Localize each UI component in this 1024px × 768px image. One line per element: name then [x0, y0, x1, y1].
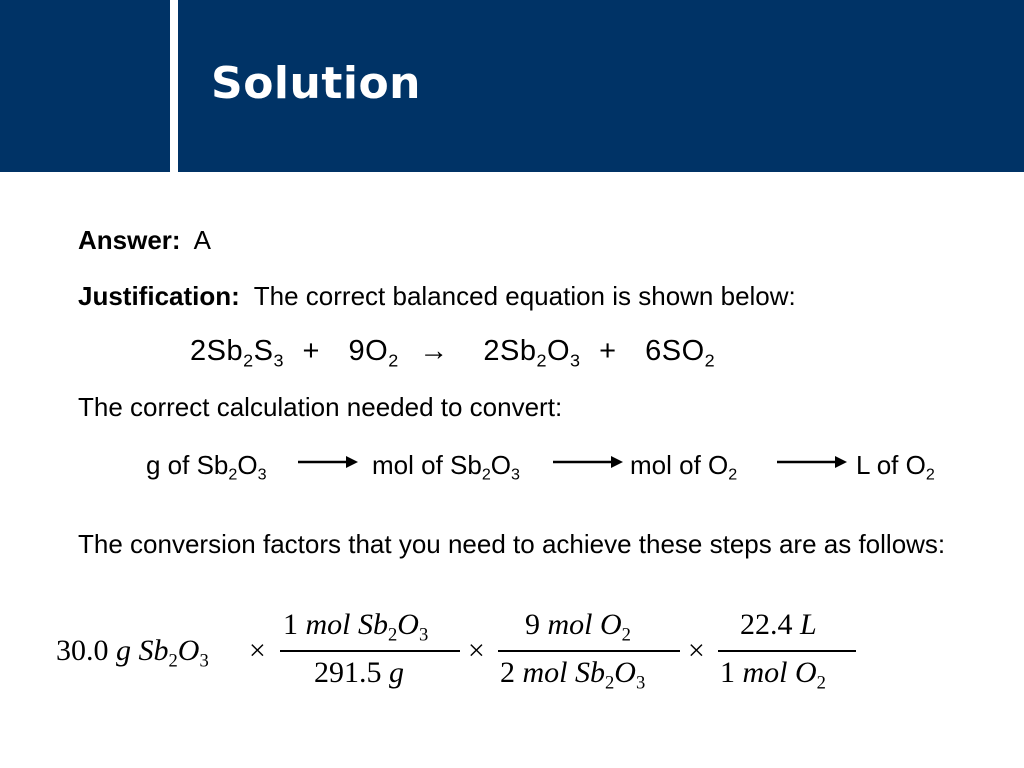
chain-step-3: mol of $O_2$: [630, 450, 738, 484]
title-bar: [0, 0, 1024, 172]
factor-3-numerator: 22.4 L: [740, 608, 817, 641]
factor-2-denominator: 2 mol $Sb_2O_3$: [500, 656, 646, 694]
factor-1-denominator: 291.5 g: [314, 656, 404, 689]
eq-coef-1: 2: [190, 335, 207, 367]
balanced-equation: [190, 335, 715, 375]
eq-arrow: →: [419, 335, 449, 367]
title-bar-divider: [170, 0, 178, 172]
eq-product-1: $Sb_2O_3$: [500, 335, 581, 371]
eq-coef-2: 9: [348, 335, 366, 367]
eq-reactant-1: $Sb_2S_3$: [206, 335, 284, 371]
eq-coef-4: 6: [645, 335, 662, 367]
factor-2-numerator: 9 mol $O_2$: [525, 608, 631, 646]
justification-line: [78, 281, 796, 312]
eq-plus-1: +: [302, 335, 320, 367]
factor-2-bar: [498, 650, 680, 652]
chain-step-1: g of $Sb_2O_3$: [146, 450, 267, 484]
times-sign: ×: [686, 634, 707, 667]
factor-start: 30.0 g $Sb_2O_3$: [56, 634, 209, 672]
chain-step-2: mol of $Sb_2O_3$: [372, 450, 520, 484]
chain-arrow-icon: [553, 455, 623, 469]
justification-label: Justification:: [78, 281, 240, 311]
eq-product-2: $SO_2$: [661, 335, 716, 371]
chain-arrow-icon: [298, 455, 358, 469]
times-sign: ×: [247, 634, 268, 667]
answer-value: A: [193, 225, 211, 255]
factor-1-numerator: 1 mol $Sb_2O_3$: [283, 608, 429, 646]
answer-line: [78, 225, 211, 256]
answer-label: Answer:: [78, 225, 181, 255]
factor-3-denominator: 1 mol $O_2$: [720, 656, 826, 694]
chain-step-4: L of $O_2$: [856, 450, 935, 484]
times-sign: ×: [466, 634, 487, 667]
eq-reactant-2: $O_2$: [365, 335, 399, 371]
chain-arrow-icon: [777, 455, 847, 469]
page-title: Solution: [211, 58, 421, 109]
eq-coef-3: 2: [483, 335, 500, 367]
justification-text: The correct balanced equation is shown below:: [253, 281, 796, 311]
factor-3-bar: [718, 650, 856, 652]
conversion-text: The conversion factors that you need to achieve these steps are as follows:: [78, 529, 946, 559]
factor-1-bar: [280, 650, 460, 652]
calc-intro: The correct calculation needed to convert:: [78, 392, 563, 422]
eq-plus-2: +: [599, 335, 617, 367]
